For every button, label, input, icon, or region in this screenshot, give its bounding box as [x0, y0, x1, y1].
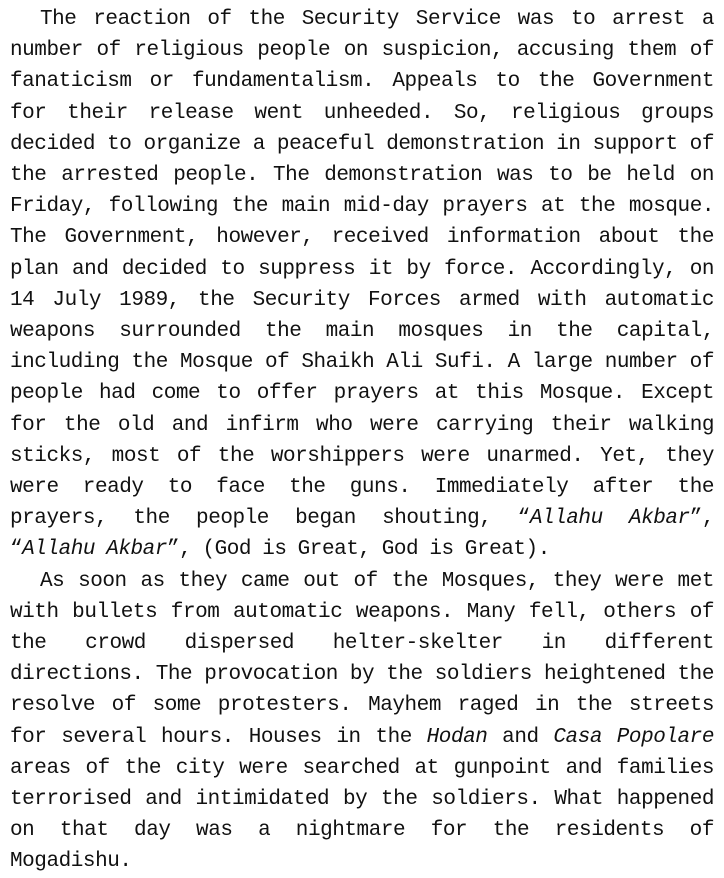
paragraph-2-text-2: and: [487, 725, 554, 749]
paragraph-1-italic-allahu-akbar-2: Allahu Akbar: [22, 538, 167, 562]
paragraph-1-text-1: The reaction of the Security Service was to arrest a number of religious people on suspicion, accusing them of fanaticism or fundamentalism. Appeals to the Government for their release went unheeded. So, religious groups decided to organize a peaceful demonstration in support of the arrested people. The demonstration was to be held on Friday, following the main mid-day prayers at the mosque. The Government, however, received information about the plan and decided to suppress it by force. Accordingly, on 14 July 1989, the Security Forces armed with automatic weapons surrounded the main mosques in the capital, including the Mosque of Shaikh Ali Sufi. A large number of people had come to offer prayers at this Mosque. Except for the old and infirm who were carrying their walking sticks, most of the worshippers were unarmed. Yet, they were ready to face the guns. Immediately after the prayers, the people began shouting, “: [10, 8, 714, 531]
paragraph-1-italic-allahu-akbar-1: Allahu Akbar: [529, 507, 690, 531]
paragraph-2-text-3: areas of the city were searched at gunpoint and families terrorised and intimidated by the soldiers. What happened on that day was a nightmare for the residents of Mogadishu.: [10, 756, 714, 874]
paragraph-2-italic-casa-popolare: Casa Popolare: [553, 725, 714, 749]
paragraph-2-text-1: As soon as they came out of the Mosques, they were met with bullets from automatic weapons. Many fell, others of the crowd dispersed helter-skelter in different directions. The provocation by the soldiers heightened the resolve of some protesters. Mayhem raged in the streets for several hours. Houses in the: [10, 569, 714, 749]
paragraph-2: [10, 566, 714, 878]
paragraph-1: [10, 4, 714, 566]
paragraph-1-text-2: ”, “: [10, 507, 714, 562]
paragraph-1-text-3: ”, (God is Great, God is Great).: [166, 538, 550, 562]
paragraph-2-italic-hodan: Hodan: [426, 725, 488, 749]
